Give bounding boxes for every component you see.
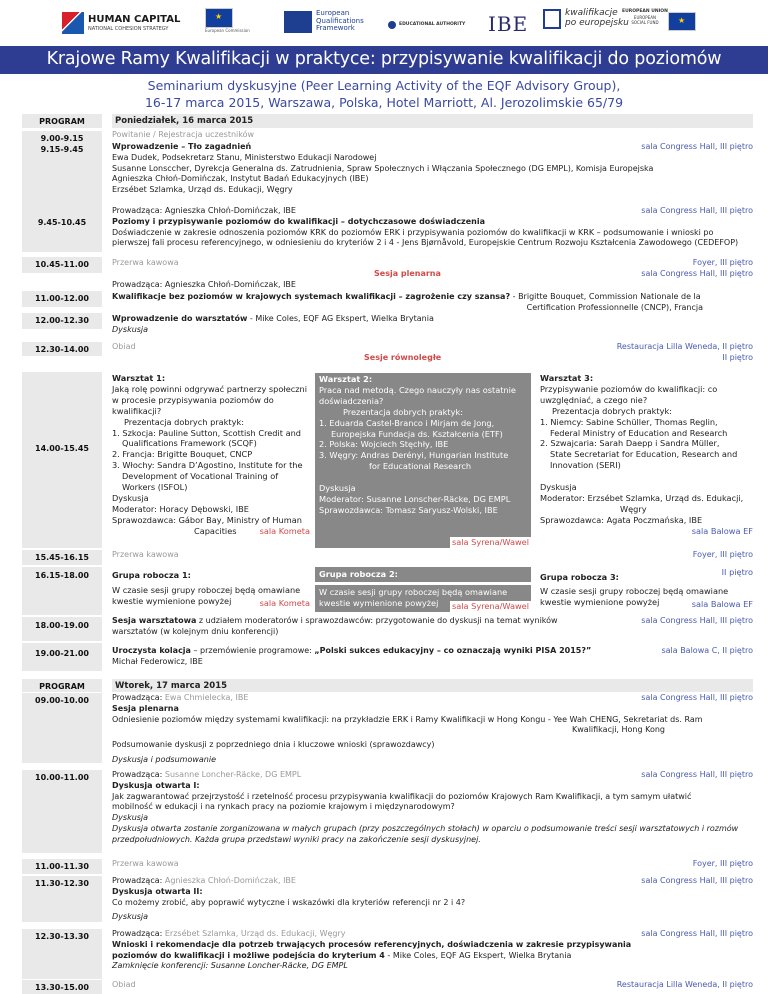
human-capital-logo bbox=[62, 12, 180, 34]
session-no-levels bbox=[112, 292, 753, 314]
d2-t1-line1: Odniesienie poziomów między systemami kwalifikacji: na przykładzie ERK i Ramy Kwalifikacji w Hong Kongu bbox=[112, 714, 546, 724]
session-intro-workshops bbox=[112, 314, 753, 336]
ws2-line6: 2. Polska: Wojciech Stęchły, IBE bbox=[319, 439, 449, 450]
intro-room: sala Congress Hall, III piętro bbox=[641, 142, 753, 151]
welcome-text: Powitanie / Rejestracja uczestników bbox=[112, 130, 255, 139]
d2-t5-line2b: - Mike Coles, EQF AG Ekspert, Wielka Brytania bbox=[384, 950, 572, 960]
ws1-line5: 1. Szkocja: Pauline Sutton, Scottish Credit and bbox=[112, 427, 301, 438]
group-3 bbox=[540, 567, 753, 615]
parallel-room: II piętro bbox=[722, 352, 753, 362]
kpe-line1: kwalifikacje bbox=[565, 8, 618, 19]
g1-line2: kwestie wymienione powyżej bbox=[112, 595, 232, 606]
ws1-line11: Dyskusja bbox=[112, 492, 149, 503]
time-16-15: 16.15-18.00 bbox=[22, 567, 102, 615]
ws1-line12: Moderator: Horacy Dębowski, IBE bbox=[112, 503, 249, 514]
g2-line1: W czasie sesji grupy roboczej będą omawiane bbox=[319, 586, 508, 597]
ws2-line3: Prezentacja dobrych praktyk: bbox=[343, 406, 463, 417]
eqf-line1: European bbox=[316, 9, 350, 17]
page-title: Krajowe Ramy Kwalifikacji w praktyce: przypisywanie kwalifikacji do poziomów bbox=[0, 46, 768, 74]
coffee3-room: Foyer, III piętro bbox=[692, 859, 753, 868]
d2-t4-chair-a: Prowadząca: bbox=[112, 876, 165, 885]
logo-bar bbox=[0, 0, 768, 46]
ws1-line13: Sprawozdawca: Gábor Bay, Ministry of Human bbox=[112, 514, 302, 525]
intro-speaker-3: Agnieszka Chłoń-Domińczak, Instytut Badań Edukacyjnych (IBE) bbox=[112, 174, 369, 184]
intro-speaker-2: Susanne Lonsccher, Dyrekcja Generalna ds. Zatrudnienia, Spraw Społecznych i Włączania Społecznego (DG EMPL), Komisja Europejska bbox=[112, 163, 654, 173]
session-open2 bbox=[112, 876, 753, 923]
time-12-30: 12.30-14.00 bbox=[22, 342, 102, 356]
ws3-title: Warsztat 3: bbox=[540, 373, 594, 383]
educational-authority-logo bbox=[388, 21, 465, 29]
ws1-room: sala Kometa bbox=[259, 525, 310, 536]
g3-title: Grupa robocza 3: bbox=[540, 572, 619, 582]
day2-header: Wtorek, 17 marca 2015 bbox=[112, 679, 753, 692]
d2-t2-line4: Dyskusja otwarta zostanie zorganizowana w małych grupach (przy poszczególnych stołach) w oparciu o podsumowanie treści sesji warsztatowych i rozmów bbox=[112, 823, 739, 833]
no-levels-title: Kwalifikacje bez poziomów w krajowych systemach kwalifikacji – zagrożenie czy szansa? bbox=[112, 292, 511, 301]
d2-t4-line1: Co możemy zrobić, aby poprawić wytyczne i wskazówki dla kryteriów referencji nr 2 i 4? bbox=[112, 897, 466, 907]
workshop-3 bbox=[540, 373, 753, 548]
human-capital-sub: NATIONAL COHESION STRATEGY bbox=[88, 26, 169, 33]
program-label-day1: PROGRAM bbox=[22, 114, 102, 128]
esf-logo bbox=[622, 9, 668, 26]
coffee2-text: Przerwa kawowa bbox=[112, 550, 179, 559]
session-lunch1 bbox=[112, 342, 753, 364]
time-13-30: 13.30-15.00 bbox=[22, 980, 102, 994]
day1-header: Poniedziałek, 16 marca 2015 bbox=[112, 114, 753, 128]
g1-room: sala Kometa bbox=[259, 597, 310, 608]
ws1-line8: 3. Włochy: Sandra D’Agostino, Institute for the bbox=[112, 460, 303, 471]
d2-t2-line3: Dyskusja bbox=[112, 813, 149, 823]
intro-speaker-4: Erzsébet Szlamka, Urząd ds. Edukacji, Węgry bbox=[112, 185, 293, 195]
ws2-line7: 3. Węgry: Andras Derényi, Hungarian Institute bbox=[319, 450, 509, 461]
intro-title: Wprowadzenie – Tło zagadnień bbox=[112, 142, 252, 151]
dinner-line1: – przemówienie programowe: bbox=[190, 646, 315, 655]
ws1-line10: Workers (ISFOL) bbox=[122, 482, 188, 493]
ws1-line9: Development of Vocational Training of bbox=[122, 471, 279, 482]
coffee3-text: Przerwa kawowa bbox=[112, 859, 179, 868]
ws1-line1: Jaką rolę powinni odgrywać partnerzy społeczni bbox=[112, 383, 307, 394]
dinner-room: sala Balowa C, II piętro bbox=[661, 646, 753, 655]
g2-title: Grupa robocza 2: bbox=[315, 567, 531, 582]
esf-line2: EUROPEAN bbox=[633, 15, 656, 21]
workshop-2 bbox=[315, 373, 531, 548]
g3-room: sala Balowa EF bbox=[691, 598, 753, 609]
dinner-keynote: „Polski sukces edukacyjny – co oznaczają wyniki PISA 2015?” bbox=[314, 646, 592, 655]
g1-line1: W czasie sesji grupy roboczej będą omawiane bbox=[112, 584, 301, 595]
intro-workshops-speaker: - Mike Coles, EQF AG Ekspert, Wielka Brytania bbox=[247, 314, 434, 323]
d2-t1-chair-a: Prowadząca: bbox=[112, 693, 165, 702]
dinner-speaker: Michał Federowicz, IBE bbox=[112, 656, 203, 666]
session-coffee1 bbox=[112, 258, 753, 291]
time-09-00: 09.00-10.00 bbox=[22, 693, 102, 763]
time-9-15: 9.15-9.45 bbox=[40, 144, 84, 154]
d2-t1-title: Sesja plenarna bbox=[112, 703, 179, 713]
ws3-line12: Węgry bbox=[620, 503, 647, 514]
ws1-line3: kwalifikacji? bbox=[112, 405, 162, 416]
d2-t2-chair-a: Prowadząca: bbox=[112, 770, 165, 779]
ws3-line1: Przypisywanie poziomów do kwalifikacji: co bbox=[540, 383, 718, 394]
time-19-00: 19.00-21.00 bbox=[22, 643, 102, 671]
european-commission-logo bbox=[205, 8, 250, 33]
ibe-logo: IBE bbox=[488, 12, 529, 36]
session-intro bbox=[112, 142, 753, 200]
time-11-00-d2: 11.00-11.30 bbox=[22, 859, 102, 874]
d2-t4-room: sala Congress Hall, III piętro bbox=[641, 876, 753, 885]
d2-t5-line3: Zamknięcie konferencji: Susanne Loncher-Räcke, DG EMPL bbox=[112, 961, 348, 971]
ws1-line2: w procesie przypisywania poziomów do bbox=[112, 394, 274, 405]
d2-t4-chair-b: Agnieszka Chłoń-Domińczak, IBE bbox=[164, 876, 296, 885]
levels-line2: pierwszej fali procesu referencyjnego, w odniesieniu do kryteriów 2 i 4 bbox=[112, 238, 394, 248]
d2-t2-room: sala Congress Hall, III piętro bbox=[641, 770, 753, 779]
ws3-line13: Sprawozdawca: Agata Poczmańska, IBE bbox=[540, 514, 703, 525]
group-2 bbox=[315, 567, 531, 615]
ws2-line11: Moderator: Susanne Lonscher-Räcke, DG EMPL bbox=[319, 494, 511, 505]
time-12-30-d2: 12.30-13.30 bbox=[22, 929, 102, 979]
ws3-line9 bbox=[540, 471, 753, 482]
ec-caption: European Commission bbox=[205, 28, 250, 33]
time-12-00: 12.00-12.30 bbox=[22, 313, 102, 329]
ws1-line6: Qualifications Framework (SCQF) bbox=[122, 438, 257, 449]
session-coffee3 bbox=[112, 859, 753, 870]
session-workshop-prep bbox=[112, 616, 753, 638]
d2-t2-line5: przedpołudniowych. Każda grupa przedstawi wyniki pracy na zakończenie sesji dyskusyjnej. bbox=[112, 834, 481, 844]
workshop-1 bbox=[112, 373, 310, 548]
edu-authority-text: EDUCATIONAL AUTHORITY bbox=[399, 21, 466, 27]
ws2-line8: for Educational Research bbox=[369, 461, 472, 472]
session-lunch2 bbox=[112, 980, 753, 991]
d2-t4-line2: Dyskusja bbox=[112, 912, 149, 922]
session-levels bbox=[112, 206, 753, 249]
d2-t1-line3: Podsumowanie dyskusji z poprzedniego dnia i kluczowe wnioski (sprawozdawcy) bbox=[112, 740, 435, 750]
ws3-line5: Federal Ministry of Education and Research bbox=[550, 427, 728, 438]
ws1-line4: Prezentacja dobrych praktyk: bbox=[124, 416, 244, 427]
ws1-line14: Capacities bbox=[194, 525, 237, 536]
levels-line2b: - Jens Bjørnåvold, Europejskie Centrum Rozwoju Kształcenia Zawodowego (CEDEFOP) bbox=[394, 238, 739, 248]
prep-title: Sesja warsztatowa bbox=[112, 616, 197, 625]
parallel-label: Sesje równoległe bbox=[364, 352, 442, 362]
coffee1-room: Foyer, III piętro bbox=[692, 258, 753, 267]
time-10-00: 10.00-11.00 bbox=[22, 770, 102, 853]
plenary-label: Sesja plenarna bbox=[374, 268, 441, 278]
ws2-line5: Europejska Fundacja ds. Kształcenia (ETF) bbox=[331, 428, 503, 439]
g2-line2: kwestie wymienione powyżej bbox=[319, 597, 439, 608]
kwalifikacje-mark-icon bbox=[543, 9, 561, 29]
d2-t1-chair-b: Ewa Chmielecka, IBE bbox=[164, 693, 249, 702]
ws1-line7: 2. Francja: Brigitte Bouquet, CNCP bbox=[112, 449, 253, 460]
ws2-line10: Dyskusja bbox=[319, 483, 356, 494]
d2-t5-chair-b: Erzsébet Szlamka, Urząd ds. Edukacji, Węgry bbox=[164, 929, 346, 938]
page-subtitle bbox=[0, 78, 768, 112]
coffee1-text: Przerwa kawowa bbox=[112, 258, 179, 267]
d2-t5-chair-a: Prowadząca: bbox=[112, 929, 165, 938]
intro-workshops-discussion: Dyskusja bbox=[112, 324, 149, 334]
time-9-00: 9.00-9.15 bbox=[40, 134, 84, 143]
esf-flag bbox=[668, 12, 696, 31]
session-dinner bbox=[112, 646, 753, 668]
g3-room-hdr: II piętro bbox=[721, 567, 753, 577]
ws2-line1: Praca nad metodą. Czego nauczyły nas ostatnie bbox=[319, 384, 516, 395]
ws1-title: Warsztat 1: bbox=[112, 373, 166, 383]
d2-t5-room: sala Congress Hall, III piętro bbox=[641, 929, 753, 938]
esf-line1: EUROPEAN UNION bbox=[622, 9, 668, 14]
ws2-line9 bbox=[319, 472, 527, 483]
g3-line2: kwestie wymienione powyżej bbox=[540, 596, 660, 607]
time-11-30: 11.30-12.30 bbox=[22, 876, 102, 922]
intro-workshops-title: Wprowadzenie do warsztatów bbox=[112, 314, 248, 323]
group-1 bbox=[112, 569, 310, 615]
ws3-line7: State Secretariat for Education, Research and bbox=[550, 449, 738, 460]
ws3-line8: Innovation (SERI) bbox=[550, 460, 621, 471]
d2-t1-line1b: - Yee Wah CHENG, Sekretariat ds. Ram bbox=[545, 714, 703, 724]
g1-title: Grupa robocza 1: bbox=[112, 570, 191, 580]
ws2-line12: Sprawozdawca: Tomasz Saryusz-Wolski, IBE bbox=[319, 504, 498, 515]
human-capital-mark-icon bbox=[62, 12, 84, 34]
time-9-45: 9.45-10.45 bbox=[22, 206, 102, 252]
prep-line2: warsztatów (w kolejnym dniu konferencji) bbox=[112, 626, 279, 636]
lunch2-room: Restauracja Lilla Weneda, II piętro bbox=[616, 980, 753, 989]
no-levels-speaker: - Brigitte Bouquet, Commission Nationale de la bbox=[510, 292, 701, 301]
levels-title: Poziomy i przypisywanie poziomów do kwalifikacji – dotychczasowe doświadczenia bbox=[112, 216, 485, 226]
esf-line3: SOCIAL FUND bbox=[631, 20, 659, 26]
prep-line1: z udziałem moderatorów i sprawozdawców: przygotowanie do dyskusji na temat wyników bbox=[196, 616, 558, 625]
time-18-00: 18.00-19.00 bbox=[22, 617, 102, 641]
d2-t2-chair-b: Susanne Loncher-Räcke, DG EMPL bbox=[164, 770, 302, 779]
ws3-line3: Prezentacja dobrych praktyk: bbox=[552, 405, 672, 416]
d2-t1-room: sala Congress Hall, III piętro bbox=[641, 693, 753, 702]
plenary-chair: Prowadząca: Agnieszka Chłoń-Domińczak, IBE bbox=[112, 279, 296, 289]
session-conclusions bbox=[112, 929, 753, 972]
program-label-day2: PROGRAM bbox=[22, 679, 102, 692]
ws2-title: Warsztat 2: bbox=[319, 374, 373, 384]
coffee2-room: Foyer, III piętro bbox=[692, 550, 753, 559]
session-coffee2 bbox=[112, 550, 753, 561]
levels-room: sala Congress Hall, III piętro bbox=[641, 206, 753, 215]
time-15-45: 15.45-16.15 bbox=[22, 550, 102, 565]
eqf-logo bbox=[284, 10, 364, 33]
ws2-line2: doświadczenia? bbox=[319, 395, 384, 406]
d2-t2-title: Dyskusja otwarta I: bbox=[112, 780, 200, 790]
eu-flag-icon bbox=[205, 8, 233, 28]
d2-t1-line4: Dyskusja i podsumowanie bbox=[112, 754, 217, 764]
no-levels-speaker2: Certification Professionnelle (CNCP), Francja bbox=[526, 302, 703, 312]
prep-room: sala Congress Hall, III piętro bbox=[641, 616, 753, 625]
kpe-line2: po europejsku bbox=[565, 18, 629, 28]
subtitle-line1: Seminarium dyskusyjne (Peer Learning Activity of the EQF Advisory Group), bbox=[147, 78, 621, 93]
lunch1-text: Obiad bbox=[112, 342, 136, 351]
d2-t5-line1: Wnioski i rekomendacje dla potrzeb trwających procesów referencyjnych, doświadczenia w zakresie przypisywania bbox=[112, 939, 632, 949]
edu-authority-mark-icon bbox=[388, 21, 396, 29]
g2-room: sala Syrena/Wawel bbox=[451, 600, 529, 611]
ws3-room: sala Balowa EF bbox=[691, 525, 753, 536]
ws2-line4: 1. Eduarda Castel-Branco i Mirjam de Jong, bbox=[319, 417, 495, 428]
d2-t2-line2: mobilność w edukacji i na rynkach pracy na poziomie krajowym i międzynarodowym? bbox=[112, 802, 455, 812]
esf-eu-flag-icon bbox=[668, 12, 696, 31]
d2-t2-line1: Jak zagwarantować przejrzystość i rzetelność procesu przypisywania kwalifikacji do poziomów Krajowych Ram Kwalifikacji, a tym samym ułatwić bbox=[112, 791, 692, 801]
time-14-00: 14.00-15.45 bbox=[22, 372, 102, 548]
ws2-room: sala Syrena/Wawel bbox=[451, 537, 529, 548]
d2-t5-line2: poziomów do kwalifikacji i możliwe podejścia do kryterium 4 bbox=[112, 950, 385, 960]
dinner-title: Uroczysta kolacja bbox=[112, 646, 191, 655]
kwalifikacje-logo bbox=[543, 9, 629, 29]
time-11-00: 11.00-12.00 bbox=[22, 291, 102, 307]
ws3-line11: Moderator: Erzsébet Szlamka, Urząd ds. Edukacji, bbox=[540, 493, 744, 504]
session-plenary-day2 bbox=[112, 693, 753, 766]
g3-line1: W czasie sesji grupy roboczej będą omawiane bbox=[540, 585, 729, 596]
ws3-line10: Dyskusja bbox=[540, 482, 577, 493]
eqf-line3: Framework bbox=[316, 24, 355, 33]
d2-t4-title: Dyskusja otwarta II: bbox=[112, 886, 203, 896]
subtitle-line2: 16-17 marca 2015, Warszawa, Polska, Hotel Marriott, Al. Jerozolimskie 65/79 bbox=[144, 94, 624, 110]
human-capital-title: HUMAN CAPITAL bbox=[88, 13, 181, 25]
time-10-45: 10.45-11.00 bbox=[22, 257, 102, 273]
eqf-mark-icon bbox=[284, 11, 312, 33]
session-welcome bbox=[112, 130, 753, 141]
d2-t1-line2: Kwalifikacji, Hong Kong bbox=[572, 725, 665, 735]
session-open1 bbox=[112, 770, 753, 846]
intro-speaker-1: Ewa Dudek, Podsekretarz Stanu, Ministerstwo Edukacji Narodowej bbox=[112, 152, 377, 162]
ws3-line4: 1. Niemcy: Sabine Schüller, Thomas Reglin, bbox=[540, 416, 718, 427]
eqf-line2: Qualifications bbox=[316, 16, 364, 25]
ws3-line6: 2. Szwajcaria: Sarah Daepp i Sandra Müller, bbox=[540, 438, 720, 449]
levels-chair: Prowadząca: Agnieszka Chłoń-Domińczak, IBE bbox=[112, 206, 296, 215]
plenary-room: sala Congress Hall, III piętro bbox=[641, 268, 753, 278]
lunch1-room: Restauracja Lilla Weneda, II piętro bbox=[616, 342, 753, 351]
levels-line1: Doświadczenie w zakresie odnoszenia poziomów KRK do poziomów ERK i przypisywania poziomów do kwalifikacji w KRK – podsumowanie i wnioski po bbox=[112, 227, 714, 237]
lunch2-text: Obiad bbox=[112, 980, 136, 989]
ws3-line2: uwzględniać, a czego nie? bbox=[540, 394, 648, 405]
